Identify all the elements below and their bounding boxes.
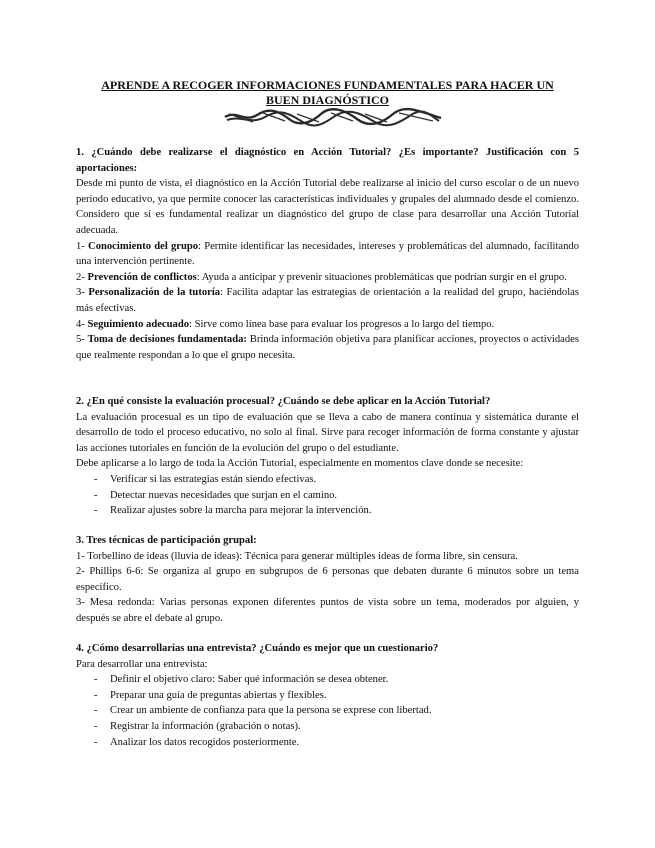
title-line-1: APRENDE A RECOGER INFORMACIONES FUNDAMENTALES PARA HACER UN <box>101 78 554 92</box>
section-3 <box>76 533 579 627</box>
list-item: - Realizar ajustes sobre la marcha para mejorar la intervención. <box>76 503 579 519</box>
question-3: 3. Tres técnicas de participación grupal: <box>76 535 257 546</box>
section-4-list <box>76 672 579 750</box>
list-item: 3- Personalización de la tutoría: Facilita adaptar las estrategias de orientación a la realidad del grupo, haciéndolas más efectivas. <box>76 287 579 314</box>
list-item: 5- Toma de decisiones fundamentada: Brinda información objetiva para planificar acciones, proyectos o actividades que realmente respondan a lo que el grupo necesita. <box>76 334 580 361</box>
section-1 <box>76 145 579 363</box>
document-title <box>76 78 579 108</box>
list-item: 2- Prevención de conflictos: Ayuda a anticipar y prevenir situaciones problemáticas que podrían surgir en el grupo. <box>76 271 567 283</box>
section-2-paragraph: La evaluación procesual es un tipo de evaluación que se lleva a cabo de manera continua y sistemática durante el desarrollo de todo el proceso educativo, no solo al final. Sirve para recoger información de forma constante y ajustar las acciones tutoriales en función de la evolución del grupo o del estudiante. <box>76 411 579 454</box>
list-item: - Verificar si las estrategias están siendo efectivas. <box>76 472 579 488</box>
document-page <box>76 0 579 848</box>
section-1-intro: Desde mi punto de vista, el diagnóstico en la Acción Tutorial debe realizarse al inicio del curso escolar o de un nuevo periodo educativo, ya que permite conocer las características individuales y grupales del alumnado desde el comienzo. Considero que sí es fundamental realizar un diagnóstico del grupo de clase para desarrollar una Acción Tutorial adecuada. <box>76 178 579 236</box>
redacted-name-scribble <box>223 106 443 128</box>
list-item: - Analizar los datos recogidos posteriormente. <box>76 735 579 751</box>
list-item: 2- Phillips 6-6: Se organiza al grupo en subgrupos de 6 personas que debaten durante 6 minutos sobre un tema específico. <box>76 566 579 593</box>
list-item: - Detectar nuevas necesidades que surjan en el camino. <box>76 488 579 504</box>
list-item: - Crear un ambiente de confianza para que la persona se exprese con libertad. <box>76 703 579 719</box>
section-4-lead: Para desarrollar una entrevista: <box>76 658 208 670</box>
section-2-list <box>76 472 579 519</box>
section-2 <box>76 394 579 519</box>
list-item: - Definir el objetivo claro: Saber qué información se desea obtener. <box>76 672 579 688</box>
list-item: 4- Seguimiento adecuado: Sirve como línea base para evaluar los progresos a lo largo del tiempo. <box>76 318 495 330</box>
question-2: 2. ¿En qué consiste la evaluación procesual? ¿Cuándo se debe aplicar en la Acción Tutorial? <box>76 396 491 407</box>
list-item: 3- Mesa redonda: Varias personas exponen diferentes puntos de vista sobre un tema, moderados por alguien, y después se abre el debate al grupo. <box>76 597 579 624</box>
section-4 <box>76 641 579 750</box>
list-item: - Registrar la información (grabación o notas). <box>76 719 579 735</box>
list-item: - Preparar una guía de preguntas abiertas y flexibles. <box>76 688 579 704</box>
list-item: 1- Conocimiento del grupo: Permite identificar las necesidades, intereses y problemáticas del alumnado, facilitando una intervención pertinente. <box>76 240 579 268</box>
list-item: 1- Torbellino de ideas (lluvia de ideas): Técnica para generar múltiples ideas de forma libre, sin censura. <box>76 550 518 562</box>
question-4: 4. ¿Cómo desarrollarías una entrevista? ¿Cuándo es mejor que un cuestionario? <box>76 643 439 654</box>
title-line-2: BUEN DIAGNÓSTICO <box>265 93 390 107</box>
question-1: 1. ¿Cuándo debe realizarse el diagnóstico en Acción Tutorial? ¿Es importante? Justificación con 5 aportaciones: <box>76 147 579 174</box>
section-2-lead: Debe aplicarse a lo largo de toda la Acción Tutorial, especialmente en momentos clave donde se necesite: <box>76 458 524 470</box>
